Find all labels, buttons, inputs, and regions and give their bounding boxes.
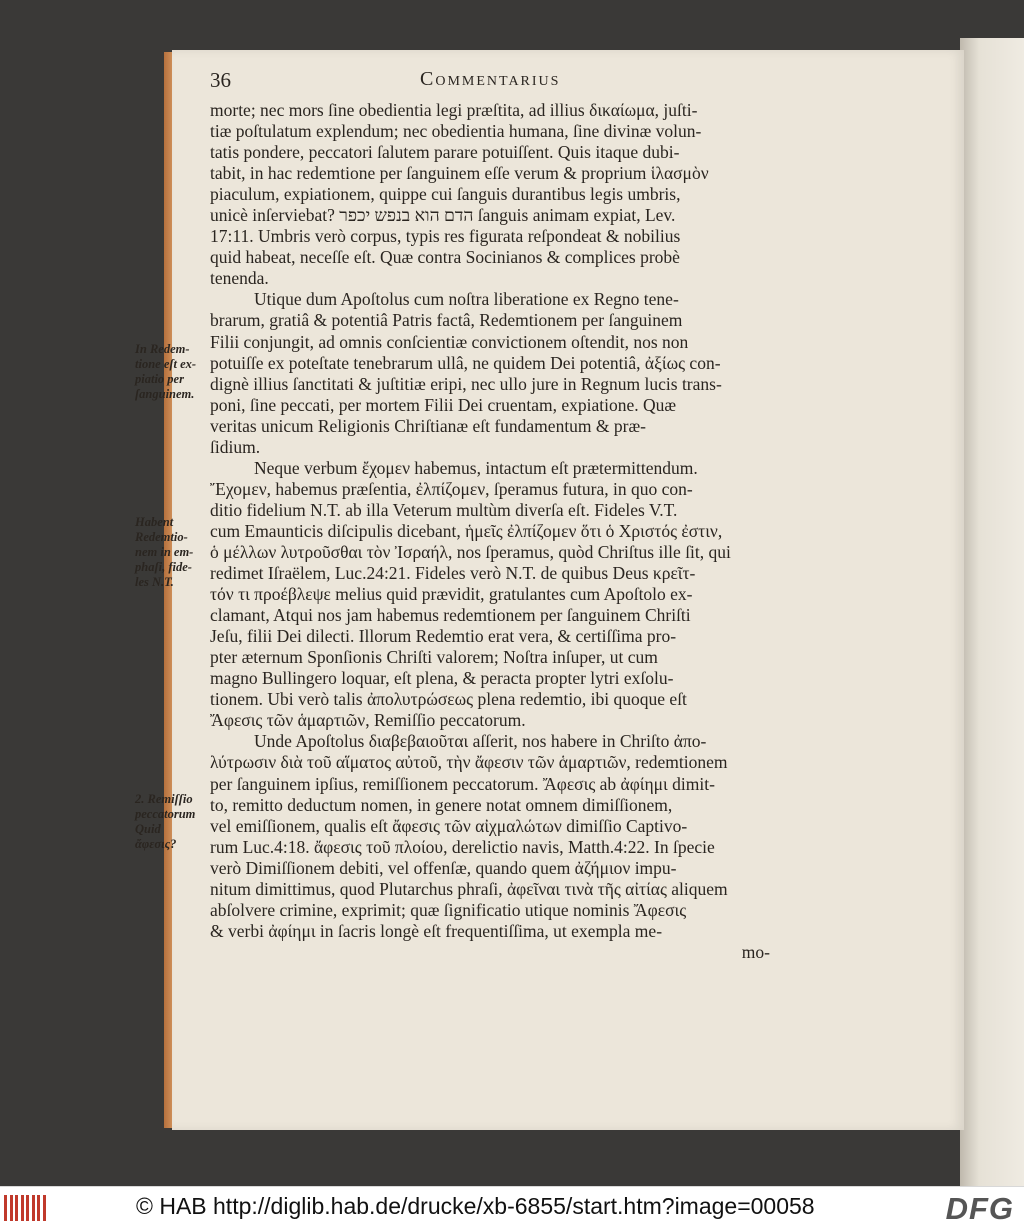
- marginal-line: peccatorum: [135, 807, 196, 821]
- text-line: veritas unicum Religionis Chriſtianæ eſt fundamentum & præ-: [210, 415, 646, 436]
- text-line: Ἔχομεν, habemus præſentia, ἐλπίζομεν, ſperamus futura, in quo con-: [210, 478, 693, 499]
- text-line: mo-: [741, 941, 770, 962]
- page-header: [210, 68, 770, 96]
- text-line: tiæ poſtulatum explendum; nec obedientia humana, ſine divinæ volun-: [210, 121, 702, 142]
- marginal-note-remissio: [135, 792, 205, 852]
- text-line: rum Luc.4:18. ἄφεσις τοῦ πλοίου, derelictio navis, Matth.4:22. In ſpecie: [210, 836, 715, 857]
- copyright-link[interactable]: © HAB http://diglib.hab.de/drucke/xb-6855/start.htm?image=00058: [136, 1193, 815, 1219]
- text-line: piaculum, expiationem, quippe cui ſanguis durantibus legis umbris,: [210, 184, 681, 205]
- marginal-line: Habent: [135, 515, 174, 529]
- text-line: morte; nec mors ſine obedientia legi præſtita, ad illius δικαίωμα, juſti-: [210, 100, 698, 120]
- text-line: potuiſſe ex poteſtate tenebrarum ullâ, ne quidem Dei potentiâ, ἀξίως con-: [210, 352, 721, 373]
- marginal-line: ἄφεσις?: [135, 837, 177, 851]
- text-line: dignè illius ſanctitati & juſtitiæ eripi, nec ullo jure in Regnum lucis trans-: [210, 373, 722, 394]
- marginal-note-redemption: [135, 342, 205, 402]
- text-line: ſidium.: [210, 436, 261, 457]
- text-line: redimet Iſraëlem, Luc.24:21. Fideles verò N.T. de quibus Deus κρεῖτ-: [210, 563, 696, 584]
- text-line: to, remitto deductum nomen, in genere notat omnem dimiſſionem,: [210, 794, 673, 815]
- text-line: 17:11. Umbris verò corpus, typis res figurata reſpondeat & nobilius: [210, 226, 681, 247]
- page-number: 36: [210, 68, 231, 92]
- logo-bar: [26, 1195, 29, 1221]
- text-line: magno Bullingero loquar, eſt plena, & peracta propter lytri exſolu-: [210, 668, 674, 689]
- text-line: ὁ μέλλων λυτροῦσθαι τὸν Ἰσραήλ, nos ſperamus, quòd Chriſtus ille ſit, qui: [210, 541, 731, 562]
- marginal-line: 2. Remiſſio: [135, 792, 193, 806]
- logo-bar: [10, 1195, 13, 1221]
- text-line: per ſanguinem ipſius, remiſſionem peccatorum. Ἄφεσις ab ἀφίημι dimit-: [210, 773, 715, 794]
- dfg-logo: DFG: [945, 1191, 1014, 1226]
- text-line: pter æternum Sponſionis Chriſti valorem; Noſtra inſuper, ut cum: [210, 647, 658, 668]
- marginal-line: In Redem-: [135, 342, 190, 356]
- marginal-line: nem in em-: [135, 545, 194, 559]
- text-line: τόν τι προέβλεψε melius quid prævidit, gratulantes cum Apoſtolo ex-: [210, 584, 693, 605]
- marginal-line: les N.T.: [135, 575, 174, 589]
- marginal-line: Quid: [135, 822, 161, 836]
- marginal-line: ſanguinem.: [135, 387, 195, 401]
- logo-bar: [43, 1195, 46, 1221]
- marginal-line: piatio per: [135, 372, 184, 386]
- text-line: Jeſu, filii Dei dilecti. Illorum Redemtio erat vera, & certiſſima pro-: [210, 626, 677, 647]
- text-line: tatis pondere, peccatori ſalutem parare potuiſſent. Quis itaque dubi-: [210, 142, 680, 163]
- text-line: tenenda.: [210, 268, 269, 289]
- logo-bar: [4, 1195, 7, 1221]
- marginal-line: phaſi, fide-: [135, 560, 192, 574]
- text-line: Ἄφεσις τῶν ἁμαρτιῶν, Remiſſio peccatorum.: [210, 710, 526, 731]
- logo-bar: [37, 1195, 40, 1221]
- marginal-line: Redemtio-: [135, 530, 188, 544]
- hab-logo-icon: [4, 1195, 48, 1221]
- text-line: Neque verbum ἔχομεν habemus, intactum eſt prætermittendum.: [254, 457, 698, 478]
- text-line: nitum dimittimus, quod Plutarchus phraſi, ἀφεῖναι τινὰ τῆς αἰτίας aliquem: [210, 878, 728, 899]
- text-line: tabit, in hac redemtione per ſanguinem eſſe verum & proprium ἱλασμὸν: [210, 163, 709, 184]
- adjacent-page-edge: [960, 38, 1024, 1186]
- text-line: tionem. Ubi verò talis ἀπολυτρώσεως plena redemtio, ibi quoque eſt: [210, 689, 687, 710]
- running-title: Commentarius: [420, 68, 561, 90]
- body-text: [210, 100, 770, 963]
- text-line: quid habeat, neceſſe eſt. Quæ contra Socinianos & complices probè: [210, 247, 680, 268]
- text-line: Utique dum Apoſtolus cum noſtra liberatione ex Regno tene-: [254, 289, 679, 310]
- text-line: Filii conjungit, ad omnis conſcientiæ convictionem oſtendit, nos non: [210, 331, 689, 352]
- text-line: cum Emaunticis diſcipulis dicebant, ἡμεῖς ἐλπίζομεν ὅτι ὁ Χριστός ἐστιν,: [210, 520, 723, 541]
- logo-bar: [32, 1195, 35, 1221]
- viewer-footer: [0, 1186, 1024, 1229]
- marginal-line: tione eſt ex-: [135, 357, 197, 371]
- text-line: clamant, Atqui nos jam habemus redemtionem per ſanguinem Chriſti: [210, 605, 691, 626]
- text-line: unicè inſerviebat? הדם הוא בנפש יכפר ſanguis animam expiat, Lev.: [210, 205, 676, 226]
- text-line: & verbi ἀφίημι in ſacris longè eſt frequentiſſima, ut exempla me-: [210, 920, 663, 941]
- text-line: vel emiſſionem, qualis eſt ἄφεσις τῶν αἰχμαλώτων dimiſſio Captivo-: [210, 815, 688, 836]
- text-line: brarum, gratiâ & potentiâ Patris factâ, Redemtionem per ſanguinem: [210, 310, 683, 331]
- text-line: Unde Apoſtolus διαβεβαιοῦται aſſerit, nos habere in Chriſto ἀπο-: [254, 731, 707, 752]
- text-line: poni, ſine peccati, per mortem Filii Dei cruentam, expiatione. Quæ: [210, 394, 677, 415]
- marginal-note-habent: [135, 515, 205, 590]
- text-line: verò Dimiſſionem debiti, vel offenſæ, quando quem ἀζήμιον impu-: [210, 857, 677, 878]
- logo-bar: [15, 1195, 18, 1221]
- text-line: ditio fidelium N.T. ab illa Veterum multùm diverſa eſt. Fideles V.T.: [210, 499, 678, 520]
- logo-bar: [21, 1195, 24, 1221]
- text-line: λύτρωσιν διὰ τοῦ αἵματος αὐτοῦ, τὴν ἄφεσιν τῶν ἁμαρτιῶν, redemtionem: [210, 752, 728, 773]
- text-line: abſolvere crimine, exprimit; quæ ſignificatio utique nominis Ἄφεσις: [210, 899, 687, 920]
